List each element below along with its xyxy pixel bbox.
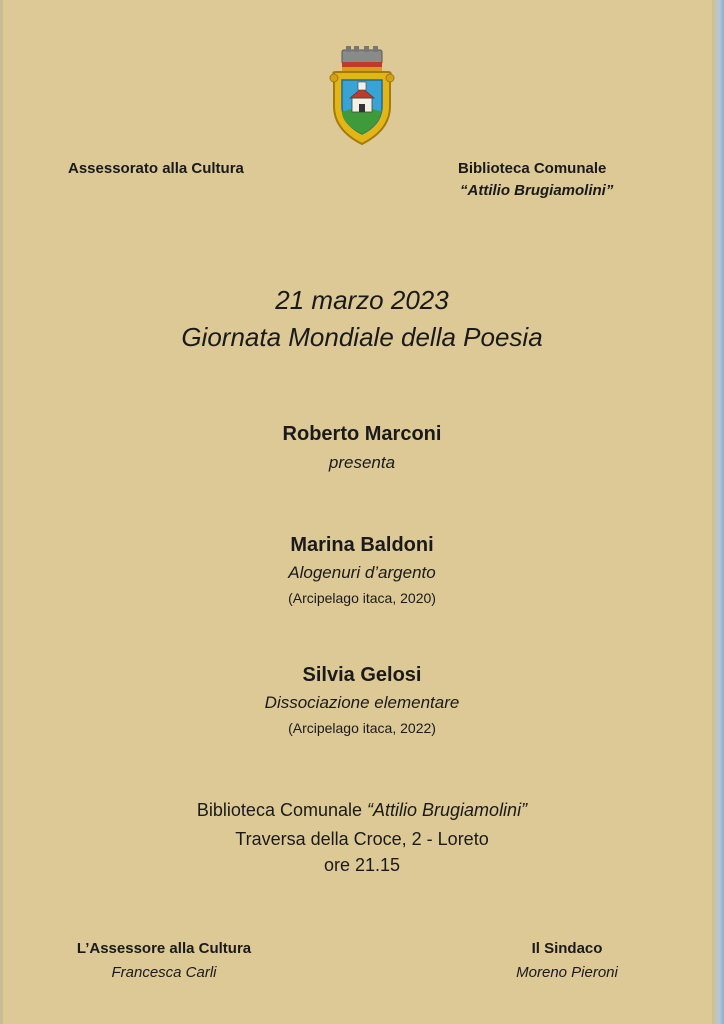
municipal-coat-of-arms-icon [328, 46, 396, 148]
presenter-name: Roberto Marconi [282, 423, 442, 445]
book-1-publisher: (Arcipelago itaca, 2020) [288, 590, 436, 606]
venue-prefix: Biblioteca Comunale [196, 800, 368, 820]
header-right [458, 158, 613, 202]
book-2-author: Silvia Gelosi [302, 664, 422, 686]
book-2-publisher: (Arcipelago itaca, 2022) [288, 720, 436, 736]
signature-left [64, 937, 264, 985]
venue-line [0, 797, 724, 823]
sindaco-role: Il Sindaco [531, 940, 603, 957]
library-title: Biblioteca Comunale [458, 160, 607, 177]
assessorato-title: Assessorato alla Cultura [68, 160, 244, 177]
event-title: Giornata Mondiale della Poesia [181, 322, 543, 352]
presenter-verb: presenta [328, 453, 396, 472]
book-1-title: Alogenuri d’argento [288, 563, 436, 582]
event-time: ore 21.15 [323, 855, 401, 875]
assessore-role: L’Assessore alla Cultura [76, 940, 252, 957]
signature-right [482, 937, 652, 985]
book-2-title: Dissociazione elementare [264, 693, 460, 712]
library-name: “Attilio Brugiamolini” [460, 182, 614, 199]
venue-address: Traversa della Croce, 2 - Loreto [235, 829, 489, 849]
event-date: 21 marzo 2023 [275, 285, 449, 315]
sindaco-name: Moreno Pieroni [516, 964, 618, 981]
book-1-author: Marina Baldoni [290, 534, 434, 556]
header-left [68, 158, 244, 180]
venue-name: “Attilio Brugiamolini” [367, 800, 528, 820]
assessore-name: Francesca Carli [111, 964, 217, 981]
